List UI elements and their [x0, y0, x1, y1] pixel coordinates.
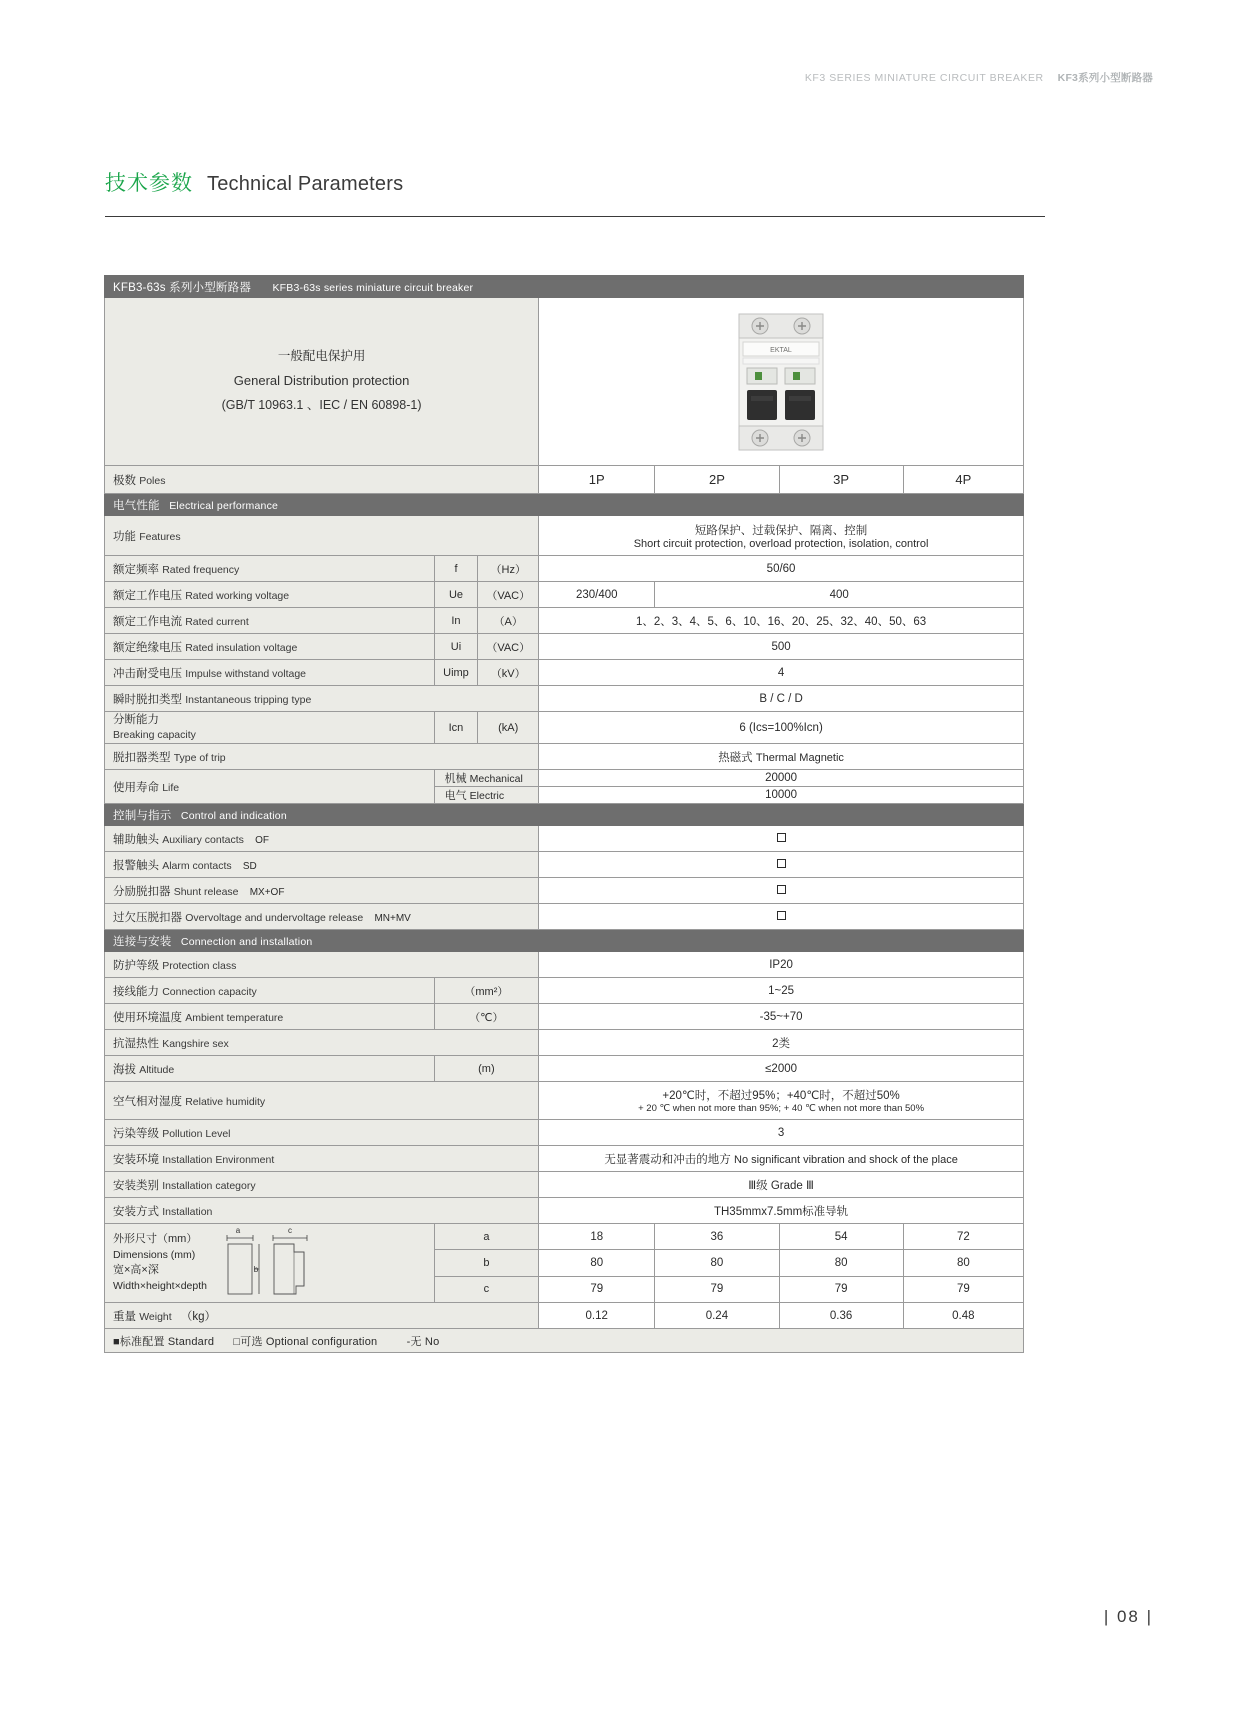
row-installation-category-value: Ⅲ级 Grade Ⅲ	[539, 1172, 1024, 1198]
row-type-of-trip-cn: 脱扣器类型	[113, 751, 171, 764]
row-auxiliary-contacts-label	[105, 826, 539, 852]
row-ambient-temperature-value: -35~+70	[539, 1004, 1024, 1030]
row-humidity-resistance	[105, 1030, 1024, 1056]
svg-text:a: a	[235, 1226, 241, 1235]
row-working-voltage-cn: 额定工作电压	[113, 589, 182, 602]
row-relative-humidity-value	[539, 1082, 1024, 1120]
legend-none: -无 No	[406, 1335, 440, 1348]
row-life-en: Life	[162, 781, 180, 794]
running-header-en: KF3 SERIES MINIATURE CIRCUIT BREAKER	[804, 72, 1044, 84]
row-installation-method-value: TH35mmx7.5mm标准导轨	[539, 1198, 1024, 1224]
row-ambient-temperature	[105, 1004, 1024, 1030]
dimension-b-1p: 80	[539, 1250, 655, 1276]
checkbox-icon	[777, 833, 786, 842]
row-altitude	[105, 1056, 1024, 1082]
dimensions-label-cell	[105, 1224, 435, 1303]
row-connection-capacity-cn: 接线能力	[113, 985, 159, 998]
row-pollution-level-cn: 污染等级	[113, 1127, 159, 1140]
row-protection-class	[105, 952, 1024, 978]
legend-optional: □可选 Optional configuration	[233, 1335, 378, 1348]
dimension-diagram-icon	[217, 1224, 323, 1302]
checkbox-icon	[777, 911, 786, 920]
dimension-b-3p: 80	[779, 1250, 903, 1276]
band-electrical-cell	[105, 494, 1024, 516]
row-installation-environment	[105, 1146, 1024, 1172]
row-shunt-release-value	[539, 878, 1024, 904]
page-number: | 08 |	[1103, 1607, 1153, 1626]
row-insulation-voltage-cn: 额定绝缘电压	[113, 641, 182, 654]
row-shunt-release	[105, 878, 1024, 904]
row-shunt-release-en: Shunt release	[173, 885, 239, 898]
row-life-electric-cn: 电气	[444, 790, 467, 802]
row-altitude-value: ≤2000	[539, 1056, 1024, 1082]
row-life-mechanical-cn: 机械	[444, 773, 467, 785]
row-installation-category-label	[105, 1172, 539, 1198]
band-electrical-cn: 电气性能	[113, 499, 160, 512]
row-life-mechanical-value: 20000	[539, 770, 1024, 787]
row-ambient-temperature-cn: 使用环境温度	[113, 1011, 182, 1024]
row-working-voltage-unit: （VAC）	[478, 582, 539, 608]
table-header-cn: KFB3-63s 系列小型断路器	[113, 281, 252, 294]
row-installation-category-en: Installation category	[162, 1179, 256, 1192]
row-breaking-capacity-cn: 分断能力	[113, 713, 159, 726]
dimension-a-2p: 36	[655, 1224, 779, 1250]
row-working-voltage-label	[105, 582, 435, 608]
row-type-of-trip-value	[539, 744, 1024, 770]
row-life-label	[105, 770, 435, 804]
row-frequency-label	[105, 556, 435, 582]
row-rated-current-label	[105, 608, 435, 634]
row-rated-current-symbol: In	[434, 608, 478, 634]
running-header-cn: KF3系列小型断路器	[1057, 72, 1153, 84]
page-title	[105, 167, 403, 197]
row-relative-humidity-en: Relative humidity	[185, 1095, 266, 1108]
row-breaking-capacity-unit: (kA)	[478, 712, 539, 744]
row-installation-environment-cn: 安装环境	[113, 1153, 159, 1166]
weight-1p: 0.12	[539, 1303, 655, 1329]
dimension-key-c: c	[434, 1276, 539, 1302]
intro-cell	[105, 298, 539, 466]
row-alarm-contacts-label	[105, 852, 539, 878]
row-insulation-voltage-symbol: Ui	[434, 634, 478, 660]
row-weight-unit: （kg）	[180, 1310, 217, 1323]
poles-value-3p: 3P	[779, 466, 903, 494]
band-control-cn: 控制与指示	[113, 809, 172, 822]
table-header-row	[105, 276, 1024, 298]
dimension-a-4p: 72	[903, 1224, 1023, 1250]
intro-standards: (GB/T 10963.1 、IEC / EN 60898-1)	[221, 397, 422, 412]
row-working-voltage-en: Rated working voltage	[185, 589, 290, 602]
row-auxiliary-contacts-value	[539, 826, 1024, 852]
row-installation-environment-value-en: No significant vibration and shock of the place	[734, 1153, 958, 1166]
row-humidity-resistance-value: 2类	[539, 1030, 1024, 1056]
row-connection-capacity-label	[105, 978, 435, 1004]
row-weight-cn: 重量	[113, 1310, 136, 1323]
row-altitude-unit: (m)	[434, 1056, 539, 1082]
row-rated-current-en: Rated current	[185, 615, 249, 628]
band-electrical-en: Electrical performance	[169, 499, 279, 512]
row-alarm-contacts	[105, 852, 1024, 878]
row-impulse-voltage	[105, 660, 1024, 686]
row-shunt-release-cn: 分励脱扣器	[113, 885, 171, 898]
band-control	[105, 804, 1024, 826]
row-alarm-contacts-cn: 报警触头	[113, 859, 159, 872]
legend-standard: ■标准配置 Standard	[113, 1335, 215, 1348]
row-insulation-voltage-unit: （VAC）	[478, 634, 539, 660]
row-auxiliary-contacts-en: Auxiliary contacts	[162, 833, 244, 846]
row-installation-category-cn: 安装类别	[113, 1179, 159, 1192]
row-installation-method-en: Installation	[162, 1205, 213, 1218]
weight-4p: 0.48	[903, 1303, 1023, 1329]
row-impulse-voltage-en: Impulse withstand voltage	[185, 667, 307, 680]
row-features-value-cn: 短路保护、过载保护、隔离、控制	[694, 524, 868, 537]
dimension-a-3p: 54	[779, 1224, 903, 1250]
row-overvoltage-release-label	[105, 904, 539, 930]
row-installation-environment-value-cn: 无显著震动和冲击的地方	[604, 1153, 731, 1166]
row-working-voltage	[105, 582, 1024, 608]
row-frequency-unit: （Hz）	[478, 556, 539, 582]
row-installation-method	[105, 1198, 1024, 1224]
row-auxiliary-contacts-cn: 辅助触头	[113, 833, 159, 846]
row-ambient-temperature-en: Ambient temperature	[185, 1011, 284, 1024]
svg-text:c: c	[288, 1226, 292, 1235]
poles-row	[105, 466, 1024, 494]
row-impulse-voltage-unit: （kV）	[478, 660, 539, 686]
row-overvoltage-release-cn: 过欠压脱扣器	[113, 911, 182, 924]
row-breaking-capacity-value: 6 (Ics=100%Icn)	[539, 712, 1024, 744]
row-auxiliary-contacts	[105, 826, 1024, 852]
row-frequency-cn: 额定频率	[113, 563, 159, 576]
row-features-en: Features	[139, 530, 181, 543]
row-installation-method-cn: 安装方式	[113, 1205, 159, 1218]
row-tripping-type-en: Instantaneous tripping type	[185, 693, 312, 706]
row-relative-humidity-value-en: + 20 ℃ when not more than 95%; + 40 ℃ when not more than 50%	[638, 1103, 925, 1114]
row-breaking-capacity-en: Breaking capacity	[113, 729, 196, 742]
poles-value-1p: 1P	[539, 466, 655, 494]
row-breaking-capacity-symbol: Icn	[434, 712, 478, 744]
row-features	[105, 516, 1024, 556]
row-altitude-label	[105, 1056, 435, 1082]
poles-label-cn: 极数	[113, 474, 136, 487]
row-overvoltage-release-en: Overvoltage and undervoltage release	[185, 911, 364, 924]
row-weight-en: Weight	[139, 1310, 172, 1323]
row-alarm-contacts-en: Alarm contacts	[162, 859, 232, 872]
row-overvoltage-release-value	[539, 904, 1024, 930]
table-header-en: KFB3-63s series miniature circuit breaker	[272, 281, 474, 294]
row-frequency	[105, 556, 1024, 582]
legend-cell	[105, 1329, 1024, 1353]
row-tripping-type-cn: 瞬时脱扣类型	[113, 693, 182, 706]
row-pollution-level-value: 3	[539, 1120, 1024, 1146]
dimension-c-4p: 79	[903, 1276, 1023, 1302]
row-pollution-level-en: Pollution Level	[162, 1127, 231, 1140]
band-connection-en: Connection and installation	[180, 935, 313, 948]
row-frequency-en: Rated frequency	[162, 563, 240, 576]
intro-line-en: General Distribution protection	[233, 373, 410, 389]
dimension-b-2p: 80	[655, 1250, 779, 1276]
band-connection-cn: 连接与安装	[113, 935, 172, 948]
row-installation-environment-label	[105, 1146, 539, 1172]
row-rated-current-cn: 额定工作电流	[113, 615, 182, 628]
dimensions-label-text	[113, 1232, 207, 1294]
row-impulse-voltage-cn: 冲击耐受电压	[113, 667, 182, 680]
row-type-of-trip-value-cn: 热磁式	[718, 751, 753, 764]
row-impulse-voltage-value: 4	[539, 660, 1024, 686]
row-features-value-en: Short circuit protection, overload protection, isolation, control	[633, 537, 929, 550]
intro-line-cn: 一般配电保护用	[277, 349, 366, 364]
dimension-a-1p: 18	[539, 1224, 655, 1250]
row-impulse-voltage-label	[105, 660, 435, 686]
row-tripping-type-value: B / C / D	[539, 686, 1024, 712]
row-shunt-release-label	[105, 878, 539, 904]
row-type-of-trip-en: Type of trip	[173, 751, 226, 764]
band-control-en: Control and indication	[180, 809, 287, 822]
dimension-c-2p: 79	[655, 1276, 779, 1302]
band-control-cell	[105, 804, 1024, 826]
band-electrical	[105, 494, 1024, 516]
row-dimension-a	[105, 1224, 1024, 1250]
page-title-en: Technical Parameters	[207, 173, 404, 195]
row-insulation-voltage-label	[105, 634, 435, 660]
row-installation-method-label	[105, 1198, 539, 1224]
row-working-voltage-value-rest: 400	[655, 582, 1024, 608]
row-life-mechanical	[105, 770, 1024, 787]
spec-table	[104, 275, 1024, 1353]
row-breaking-capacity-label	[105, 712, 435, 744]
row-installation-environment-value	[539, 1146, 1024, 1172]
poles-label	[105, 466, 539, 494]
dimension-b-4p: 80	[903, 1250, 1023, 1276]
row-protection-class-cn: 防护等级	[113, 959, 159, 972]
row-shunt-release-code: MX+OF	[249, 886, 285, 898]
dimensions-label-en1: Dimensions (mm)	[113, 1248, 196, 1261]
svg-text:EKTAL: EKTAL	[770, 346, 792, 354]
row-altitude-en: Altitude	[139, 1063, 175, 1076]
row-type-of-trip	[105, 744, 1024, 770]
intro-row	[105, 298, 1024, 466]
row-weight-label	[105, 1303, 539, 1329]
row-life-electric-label	[434, 787, 539, 804]
row-pollution-level	[105, 1120, 1024, 1146]
row-working-voltage-symbol: Ue	[434, 582, 478, 608]
page-title-cn: 技术参数	[105, 172, 193, 195]
row-tripping-type	[105, 686, 1024, 712]
row-features-label	[105, 516, 539, 556]
dimensions-label-cn2: 宽×高×深	[113, 1264, 159, 1276]
product-photo-cell	[539, 298, 1024, 466]
table-header-cell	[105, 276, 1024, 298]
row-humidity-resistance-en: Kangshire sex	[162, 1037, 229, 1050]
dimension-c-3p: 79	[779, 1276, 903, 1302]
row-relative-humidity-cn: 空气相对湿度	[113, 1095, 182, 1108]
poles-value-4p: 4P	[903, 466, 1023, 494]
row-pollution-level-label	[105, 1120, 539, 1146]
row-installation-category	[105, 1172, 1024, 1198]
circuit-breaker-photo	[733, 312, 829, 452]
row-features-cn: 功能	[113, 530, 136, 543]
row-type-of-trip-value-en: Thermal Magnetic	[755, 751, 844, 764]
row-life-mechanical-label	[434, 770, 539, 787]
row-rated-current-unit: （A）	[478, 608, 539, 634]
checkbox-icon	[777, 859, 786, 868]
row-life-mechanical-en: Mechanical	[469, 773, 523, 785]
running-header	[805, 70, 1153, 85]
row-life-electric-value: 10000	[539, 787, 1024, 804]
row-weight	[105, 1303, 1024, 1329]
row-connection-capacity-unit: （mm²）	[434, 978, 539, 1004]
row-type-of-trip-label	[105, 744, 539, 770]
band-connection	[105, 930, 1024, 952]
row-frequency-value: 50/60	[539, 556, 1024, 582]
row-insulation-voltage-value: 500	[539, 634, 1024, 660]
row-humidity-resistance-cn: 抗湿热性	[113, 1037, 159, 1050]
row-installation-environment-en: Installation Environment	[162, 1153, 275, 1166]
row-connection-capacity-value: 1~25	[539, 978, 1024, 1004]
row-protection-class-label	[105, 952, 539, 978]
weight-2p: 0.24	[655, 1303, 779, 1329]
row-insulation-voltage	[105, 634, 1024, 660]
row-connection-capacity	[105, 978, 1024, 1004]
poles-label-en: Poles	[139, 474, 166, 487]
row-features-value	[539, 516, 1024, 556]
band-connection-cell	[105, 930, 1024, 952]
row-insulation-voltage-en: Rated insulation voltage	[185, 641, 298, 654]
row-overvoltage-release-code: MN+MV	[374, 912, 411, 924]
dimension-key-a: a	[434, 1224, 539, 1250]
legend-row	[105, 1329, 1024, 1353]
row-ambient-temperature-label	[105, 1004, 435, 1030]
row-auxiliary-contacts-code: OF	[255, 834, 269, 846]
row-relative-humidity	[105, 1082, 1024, 1120]
row-relative-humidity-label	[105, 1082, 539, 1120]
dimensions-label-cn1: 外形尺寸（mm）	[113, 1232, 198, 1245]
row-relative-humidity-value-cn: +20℃时，不超过95%；+40℃时，不超过50%	[662, 1090, 900, 1102]
svg-text:b: b	[253, 1265, 259, 1274]
row-connection-capacity-en: Connection capacity	[162, 985, 257, 998]
row-ambient-temperature-unit: （℃）	[434, 1004, 539, 1030]
row-overvoltage-release	[105, 904, 1024, 930]
row-altitude-cn: 海拔	[113, 1063, 136, 1076]
title-divider	[105, 216, 1045, 217]
checkbox-icon	[777, 885, 786, 894]
row-frequency-symbol: f	[434, 556, 478, 582]
row-rated-current-value: 1、2、3、4、5、6、10、16、20、25、32、40、50、63	[539, 608, 1024, 634]
row-tripping-type-label	[105, 686, 539, 712]
poles-value-2p: 2P	[655, 466, 779, 494]
dimensions-label-en2: Width×height×depth	[113, 1279, 207, 1292]
dimension-c-1p: 79	[539, 1276, 655, 1302]
row-protection-class-value: IP20	[539, 952, 1024, 978]
weight-3p: 0.36	[779, 1303, 903, 1329]
dimension-key-b: b	[434, 1250, 539, 1276]
row-breaking-capacity	[105, 712, 1024, 744]
row-alarm-contacts-code: SD	[242, 860, 257, 872]
row-humidity-resistance-label	[105, 1030, 539, 1056]
row-working-voltage-value-1p: 230/400	[539, 582, 655, 608]
row-protection-class-en: Protection class	[162, 959, 237, 972]
row-alarm-contacts-value	[539, 852, 1024, 878]
row-impulse-voltage-symbol: Uimp	[434, 660, 478, 686]
row-life-electric-en: Electric	[469, 790, 505, 802]
row-rated-current	[105, 608, 1024, 634]
row-life-cn: 使用寿命	[113, 781, 159, 794]
